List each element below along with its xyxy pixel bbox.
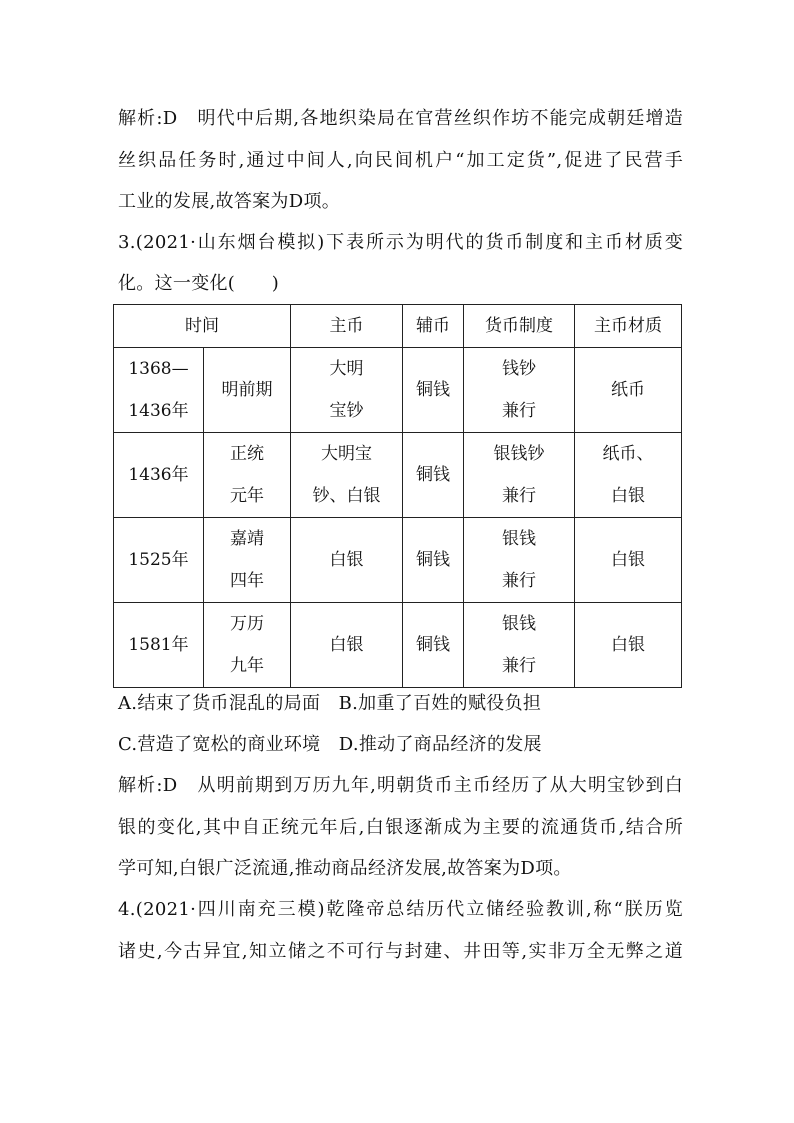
cell-main: 白银 [291, 518, 403, 603]
cell-material: 白银 [575, 518, 682, 603]
cell-year: 1525年 [114, 518, 204, 603]
header-time: 时间 [114, 305, 291, 348]
q3-answer-line-3: 学可知,白银广泛流通,推动商品经济发展,故答案为D项。 [118, 858, 572, 879]
cell-main: 大明宝 钞、白银 [291, 433, 403, 518]
q3-options-line-2: C.营造了宽松的商业环境 D.推动了商品经济的发展 [118, 734, 542, 755]
cell-year: 1581年 [114, 603, 204, 688]
q3-answer-line-1: 解析:D 从明前期到万历九年,明朝货币主币经历了从大明宝钞到白 [118, 775, 683, 796]
cell-year: 1436年 [114, 433, 204, 518]
q2-answer-line-3: 工业的发展,故答案为D项。 [118, 191, 341, 212]
cell-aux: 铜钱 [403, 518, 464, 603]
table-header-row [114, 305, 682, 348]
currency-table [113, 304, 682, 688]
cell-period: 明前期 [204, 348, 291, 433]
q4-stem-line-1: 4.(2021·四川南充三模)乾隆帝总结历代立储经验教训,称“朕历览 [118, 899, 683, 920]
cell-main: 大明 宝钞 [291, 348, 403, 433]
header-aux-currency: 辅币 [403, 305, 464, 348]
cell-period: 嘉靖 四年 [204, 518, 291, 603]
cell-year: 1368— 1436年 [114, 348, 204, 433]
cell-aux: 铜钱 [403, 603, 464, 688]
q2-answer-line-2: 丝织品任务时,通过中间人,向民间机户“加工定货”,促进了民营手 [118, 150, 683, 171]
cell-period: 正统 元年 [204, 433, 291, 518]
q4-stem-line-2: 诸史,今古异宜,知立储之不可行与封建、井田等,实非万全无弊之道 [118, 941, 683, 962]
cell-system: 银钱 兼行 [464, 518, 575, 603]
q3-answer-line-2: 银的变化,其中自正统元年后,白银逐渐成为主要的流通货币,结合所 [118, 817, 683, 838]
q3-stem-line-2: 化。这一变化( ) [118, 273, 280, 294]
table-row [114, 603, 682, 688]
cell-main: 白银 [291, 603, 403, 688]
cell-period: 万历 九年 [204, 603, 291, 688]
cell-system: 钱钞 兼行 [464, 348, 575, 433]
cell-aux: 铜钱 [403, 348, 464, 433]
cell-system: 银钱 兼行 [464, 603, 575, 688]
cell-material: 纸币 [575, 348, 682, 433]
header-main-currency: 主币 [291, 305, 403, 348]
table-row [114, 348, 682, 433]
cell-material: 纸币、 白银 [575, 433, 682, 518]
cell-system: 银钱钞 兼行 [464, 433, 575, 518]
header-main-material: 主币材质 [575, 305, 682, 348]
q3-stem-line-1: 3.(2021·山东烟台模拟)下表所示为明代的货币制度和主币材质变 [118, 232, 683, 253]
q2-answer-line-1: 解析:D 明代中后期,各地织染局在官营丝织作坊不能完成朝廷增造 [118, 108, 683, 129]
cell-material: 白银 [575, 603, 682, 688]
q3-options-line-1: A.结束了货币混乱的局面 B.加重了百姓的赋役负担 [118, 693, 542, 714]
header-currency-system: 货币制度 [464, 305, 575, 348]
table-row [114, 518, 682, 603]
cell-aux: 铜钱 [403, 433, 464, 518]
table-row [114, 433, 682, 518]
